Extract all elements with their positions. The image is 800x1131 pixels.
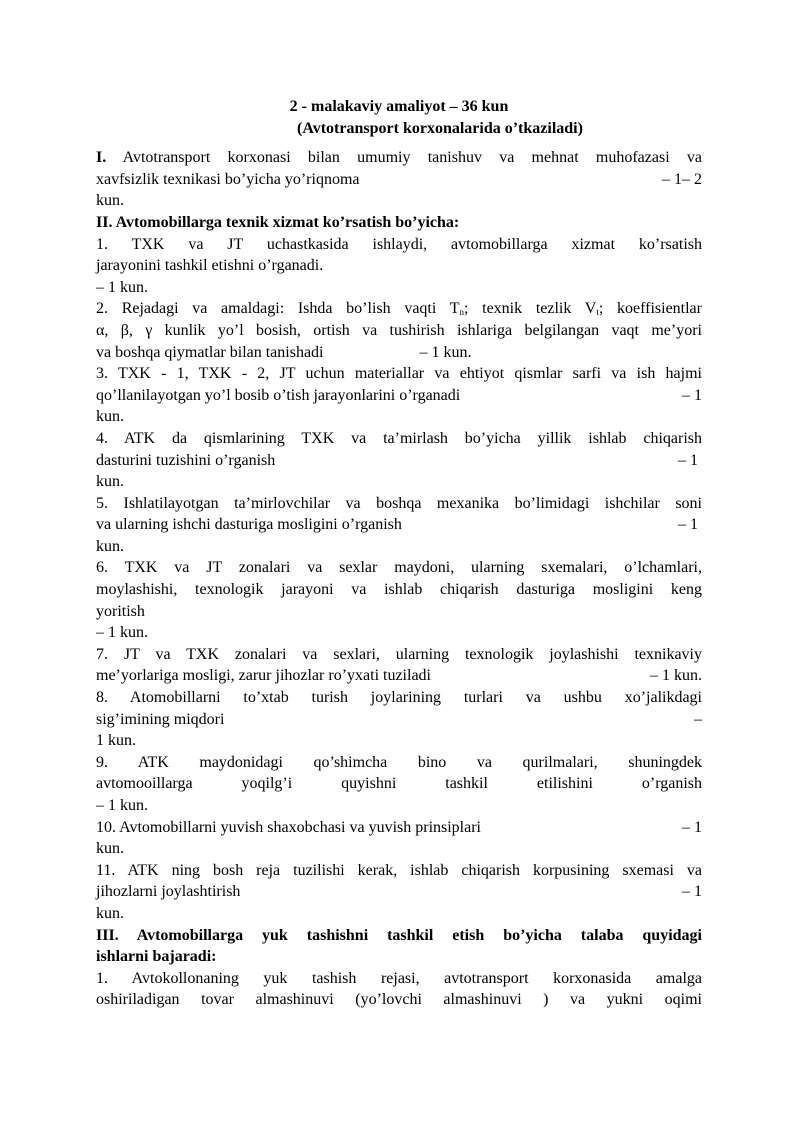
document-title: 2 - malakaviy amaliyot – 36 kun xyxy=(289,98,509,115)
list-item: 3. TXK - 1, TXK - 2, JT uchun materiallar va ehtiyot qismlar sarfi va ish hajmi xyxy=(96,365,702,383)
list-item-line: kun. xyxy=(96,537,124,555)
list-item-line: qo’llanilayotgan yo’l bosib o’tish jarayonlarini o’rganadi – 1 xyxy=(96,385,702,407)
list-item: 11. ATK ning bosh reja tuzilishi kerak, ishlab chiqarish korpusining sxemasi va xyxy=(96,861,702,879)
duration: – 1 xyxy=(682,386,702,404)
list-item: 2. Rejadagi va amaldagi: Ishda bo’lish vaqti $T_n$; texnik tezlik $V_t$; koeffisientlar xyxy=(96,300,702,318)
list-item-line: oshiriladigan tovar almashinuvi (yo’lovchi almashinuvi ) va yukni oqimi xyxy=(96,991,702,1009)
duration: – 1 kun. xyxy=(96,797,148,814)
list-item-line: dasturini tuzishini o’rganish – 1 xyxy=(96,450,702,472)
section-3-heading-line-2: ishlarni bajaradi: xyxy=(96,948,217,966)
duration: – xyxy=(694,710,702,728)
duration: – 1 kun. xyxy=(96,278,148,296)
section-1-number: I. xyxy=(96,149,107,167)
list-item: 5. Ishlatilayotgan ta’mirlovchilar va boshqa mexanika bo’limidagi ishchilar soni xyxy=(96,494,702,512)
list-item-line: jarayonini tashkil etishni o’rganadi. xyxy=(96,257,324,275)
list-item-line: avtomooillarga yoqilg’i quyishni tashkil etilishini o’rganish xyxy=(96,775,702,793)
duration: – 1 xyxy=(682,818,702,836)
list-item-line: va boshqa qiymatlar bilan tanishadi – 1 kun. xyxy=(96,343,472,361)
duration: – 1 xyxy=(678,451,698,469)
list-item-line: kun. xyxy=(96,904,124,922)
list-item-line: kun. xyxy=(96,408,124,426)
section-1-line-1: I. Avtotransport korxonasi bilan umumiy tanishuv va mehnat muhofazasi va xyxy=(96,149,702,167)
list-item-line: kun. xyxy=(96,840,124,858)
list-item-line: α, β, γ kunlik yo’l bosish, ortish va tushirish ishlariga belgilangan vaqt me’yori xyxy=(96,321,702,339)
section-1-line-2: xavfsizlik texnikasi bo’yicha yo’riqnoma – 1– 2 xyxy=(96,169,702,191)
list-item: 9. ATK maydonidagi qo’shimcha bino va qurilmalari, shuningdek xyxy=(96,753,702,771)
list-item-line: yoritish xyxy=(96,602,145,620)
list-item-line: va ularning ishchi dasturiga mosligini o’rganish – 1 xyxy=(96,514,702,536)
list-item-line: jihozlarni joylashtirish – 1 xyxy=(96,881,702,903)
list-item-line: me’yorlariga mosligi, zarur jihozlar ro’yxati tuziladi – 1 kun. xyxy=(96,665,702,687)
list-item-line: moylashishi, texnologik jarayoni va ishlab chiqarish dasturiga mosligini keng xyxy=(96,581,702,599)
list-item: 1. TXK va JT uchastkasida ishlaydi, avtomobillarga xizmat ko’rsatish xyxy=(96,235,702,253)
duration: – 1 kun. xyxy=(650,667,702,685)
duration: – 1 kun. xyxy=(96,624,148,642)
duration: – 1 xyxy=(682,883,702,901)
section-2-heading: II. Avtomobillarga texnik xizmat ko’rsatish bo’yicha: xyxy=(96,213,460,231)
list-item-line: 1 kun. xyxy=(96,732,136,750)
list-item: 1. Avtokollonaning yuk tashish rejasi, avtotransport korxonasida amalga xyxy=(96,969,702,987)
document-page xyxy=(96,96,702,1011)
duration: – 1– 2 xyxy=(662,170,702,188)
list-item-line: sig’imining miqdori – xyxy=(96,709,702,731)
list-item: 10. Avtomobillarni yuvish shaxobchasi va yuvish prinsiplari – 1 xyxy=(96,817,702,839)
section-1-line-3: kun. xyxy=(96,192,124,210)
duration: – 1 xyxy=(678,516,698,534)
document-subtitle: (Avtotransport korxonalarida o’tkaziladi) xyxy=(297,119,583,137)
list-item: 6. TXK va JT zonalari va sexlar maydoni, ularning sxemalari, o’lchamlari, xyxy=(96,559,702,577)
list-item: 7. JT va TXK zonalari va sexlari, ularning texnologik joylashishi texnikaviy xyxy=(96,645,702,663)
list-item: 8. Atomobillarni to’xtab turish joylarining turlari va ushbu xo’jalikdagi xyxy=(96,689,702,707)
section-3-heading: III. Avtomobillarga yuk tashishni tashkil etish bo’yicha talaba quyidagi xyxy=(96,926,702,944)
list-item-line: kun. xyxy=(96,473,124,491)
duration: – 1 kun. xyxy=(419,343,472,361)
list-item: 4. ATK da qismlarining TXK va ta’mirlash bo’yicha yillik ishlab chiqarish xyxy=(96,429,702,447)
